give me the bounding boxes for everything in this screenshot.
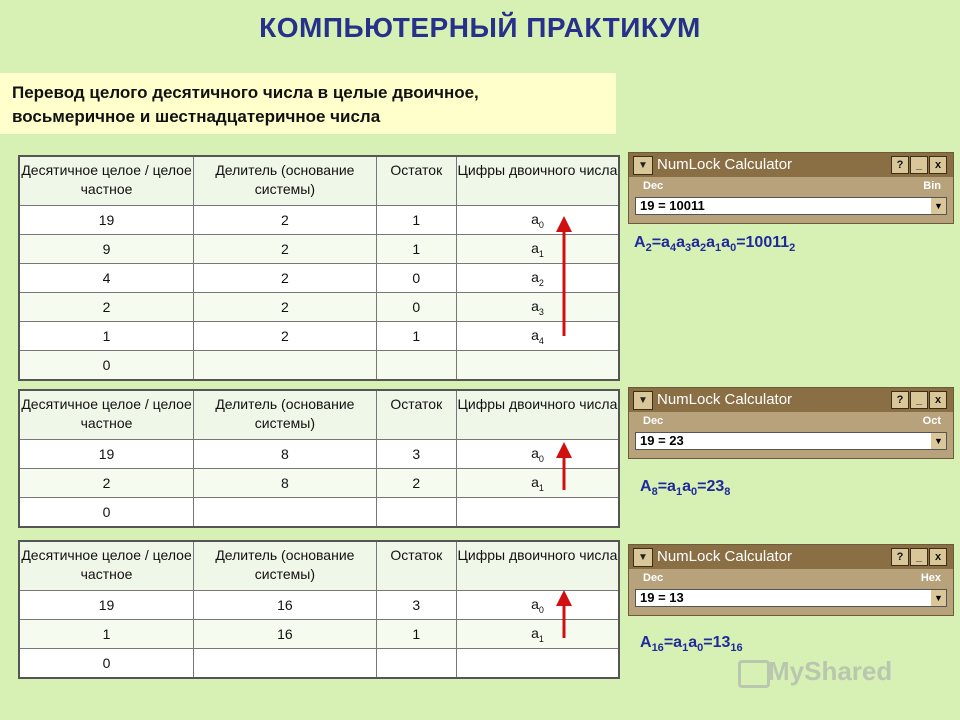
column-header: Десятичное целое / целое частное bbox=[19, 541, 194, 591]
column-header: Десятичное целое / целое частное bbox=[19, 390, 194, 440]
menu-icon[interactable]: ▼ bbox=[633, 156, 653, 175]
watermark: MyShared bbox=[768, 656, 893, 686]
help-button[interactable]: ? bbox=[891, 548, 909, 566]
binary-formula: $A_2=a_4a_3a_2a_1a_0=10011_2$ bbox=[634, 234, 796, 255]
title-bar bbox=[629, 388, 953, 412]
column-header: Остаток bbox=[376, 541, 456, 591]
digit-cell bbox=[456, 498, 619, 528]
table-cell bbox=[376, 351, 456, 381]
from-label: Dec bbox=[643, 180, 664, 192]
table-cell: 8 bbox=[194, 440, 377, 469]
calculator-oct bbox=[628, 387, 954, 459]
digit-cell: $a_0$ bbox=[456, 591, 619, 620]
result-value: 19 = 13 bbox=[640, 590, 684, 605]
table-row bbox=[19, 469, 619, 498]
to-label: Hex bbox=[920, 572, 941, 584]
header-row bbox=[19, 156, 619, 206]
column-header: Делитель (основание системы) bbox=[194, 390, 377, 440]
from-label: Dec bbox=[643, 572, 664, 584]
chevron-down-icon[interactable]: ▼ bbox=[931, 198, 946, 214]
table-cell: 1 bbox=[376, 206, 456, 235]
header-row bbox=[19, 541, 619, 591]
hex-formula: $A_{16}=a_1a_0=13_{16}$ bbox=[640, 634, 743, 655]
table-cell: 0 bbox=[19, 351, 194, 381]
table-cell: 4 bbox=[19, 264, 194, 293]
calculator-bin bbox=[628, 152, 954, 224]
column-header: Делитель (основание системы) bbox=[194, 541, 377, 591]
calculator-hex bbox=[628, 544, 954, 616]
table-row bbox=[19, 498, 619, 528]
column-header: Остаток bbox=[376, 390, 456, 440]
calculator-title: NumLock Calculator bbox=[657, 391, 793, 408]
octal-table bbox=[18, 389, 620, 528]
table-row bbox=[19, 440, 619, 469]
table-row bbox=[19, 235, 619, 264]
column-header: Цифры двоичного числа bbox=[456, 390, 619, 440]
table-cell: 0 bbox=[19, 498, 194, 528]
to-label: Bin bbox=[923, 180, 941, 192]
table-cell: 2 bbox=[194, 322, 377, 351]
table-cell: 2 bbox=[376, 469, 456, 498]
table-cell: 1 bbox=[376, 235, 456, 264]
digit-cell bbox=[456, 649, 619, 679]
table-cell: 1 bbox=[19, 322, 194, 351]
column-header: Десятичное целое / целое частное bbox=[19, 156, 194, 206]
table-cell: 0 bbox=[19, 649, 194, 679]
help-button[interactable]: ? bbox=[891, 391, 909, 409]
digit-cell: $a_1$ bbox=[456, 469, 619, 498]
octal-formula: $A_8=a_1a_0=23_8$ bbox=[640, 478, 731, 499]
column-header: Цифры двоичного числа bbox=[456, 156, 619, 206]
table-row bbox=[19, 591, 619, 620]
watermark-logo-icon bbox=[738, 660, 770, 688]
table-cell: 19 bbox=[19, 591, 194, 620]
result-field[interactable] bbox=[635, 432, 947, 450]
table-cell: 3 bbox=[376, 440, 456, 469]
chevron-down-icon[interactable]: ▼ bbox=[931, 590, 946, 606]
menu-icon[interactable]: ▼ bbox=[633, 548, 653, 567]
table-cell: 1 bbox=[376, 620, 456, 649]
octal-arrow bbox=[552, 442, 576, 492]
digit-cell: $a_1$ bbox=[456, 235, 619, 264]
table-cell bbox=[194, 498, 377, 528]
table-cell: 1 bbox=[19, 620, 194, 649]
digit-cell: $a_0$ bbox=[456, 206, 619, 235]
column-header: Цифры двоичного числа bbox=[456, 541, 619, 591]
table-row bbox=[19, 293, 619, 322]
help-button[interactable]: ? bbox=[891, 156, 909, 174]
table-row bbox=[19, 322, 619, 351]
table-cell: 0 bbox=[376, 293, 456, 322]
from-label: Dec bbox=[643, 415, 664, 427]
table-cell: 19 bbox=[19, 206, 194, 235]
table-cell: 2 bbox=[194, 264, 377, 293]
table-cell bbox=[194, 351, 377, 381]
table-cell: 2 bbox=[19, 469, 194, 498]
table-cell: 2 bbox=[194, 235, 377, 264]
table-cell: 2 bbox=[194, 293, 377, 322]
table-cell bbox=[376, 498, 456, 528]
hex-table bbox=[18, 540, 620, 679]
table-cell bbox=[194, 649, 377, 679]
binary-arrow bbox=[552, 216, 576, 338]
table-cell: 9 bbox=[19, 235, 194, 264]
subtitle: Перевод целого десятичного числа в целые двоичное, восьмеричное и шестнадцатеричное числа bbox=[0, 73, 616, 134]
table-cell: 16 bbox=[194, 620, 377, 649]
result-value: 19 = 23 bbox=[640, 433, 684, 448]
calculator-title: NumLock Calculator bbox=[657, 548, 793, 565]
minimize-button[interactable]: _ bbox=[910, 156, 928, 174]
table-cell: 8 bbox=[194, 469, 377, 498]
table-cell: 2 bbox=[194, 206, 377, 235]
digit-cell: $a_0$ bbox=[456, 440, 619, 469]
hex-arrow bbox=[552, 590, 576, 640]
table-cell: 0 bbox=[376, 264, 456, 293]
result-value: 19 = 10011 bbox=[640, 198, 705, 213]
table-cell: 1 bbox=[376, 322, 456, 351]
result-field[interactable] bbox=[635, 197, 947, 215]
table-row bbox=[19, 264, 619, 293]
table-cell: 3 bbox=[376, 591, 456, 620]
column-header: Делитель (основание системы) bbox=[194, 156, 377, 206]
chevron-down-icon[interactable]: ▼ bbox=[931, 433, 946, 449]
header-row bbox=[19, 390, 619, 440]
close-button[interactable]: x bbox=[929, 548, 947, 566]
result-field[interactable] bbox=[635, 589, 947, 607]
title-bar bbox=[629, 153, 953, 177]
table-row bbox=[19, 620, 619, 649]
digit-cell: $a_2$ bbox=[456, 264, 619, 293]
table-cell: 16 bbox=[194, 591, 377, 620]
column-header: Остаток bbox=[376, 156, 456, 206]
table-row bbox=[19, 351, 619, 381]
table-cell bbox=[376, 649, 456, 679]
table-row bbox=[19, 206, 619, 235]
close-button[interactable]: x bbox=[929, 156, 947, 174]
digit-cell: $a_4$ bbox=[456, 322, 619, 351]
to-label: Oct bbox=[922, 415, 941, 427]
minimize-button[interactable]: _ bbox=[910, 548, 928, 566]
title-bar bbox=[629, 545, 953, 569]
table-row bbox=[19, 649, 619, 679]
digit-cell bbox=[456, 351, 619, 381]
calculator-title: NumLock Calculator bbox=[657, 156, 793, 173]
minimize-button[interactable]: _ bbox=[910, 391, 928, 409]
table-cell: 19 bbox=[19, 440, 194, 469]
close-button[interactable]: x bbox=[929, 391, 947, 409]
binary-table bbox=[18, 155, 620, 381]
digit-cell: $a_1$ bbox=[456, 620, 619, 649]
page-title: КОМПЬЮТЕРНЫЙ ПРАКТИКУМ bbox=[259, 12, 701, 43]
digit-cell: $a_3$ bbox=[456, 293, 619, 322]
menu-icon[interactable]: ▼ bbox=[633, 391, 653, 410]
table-cell: 2 bbox=[19, 293, 194, 322]
